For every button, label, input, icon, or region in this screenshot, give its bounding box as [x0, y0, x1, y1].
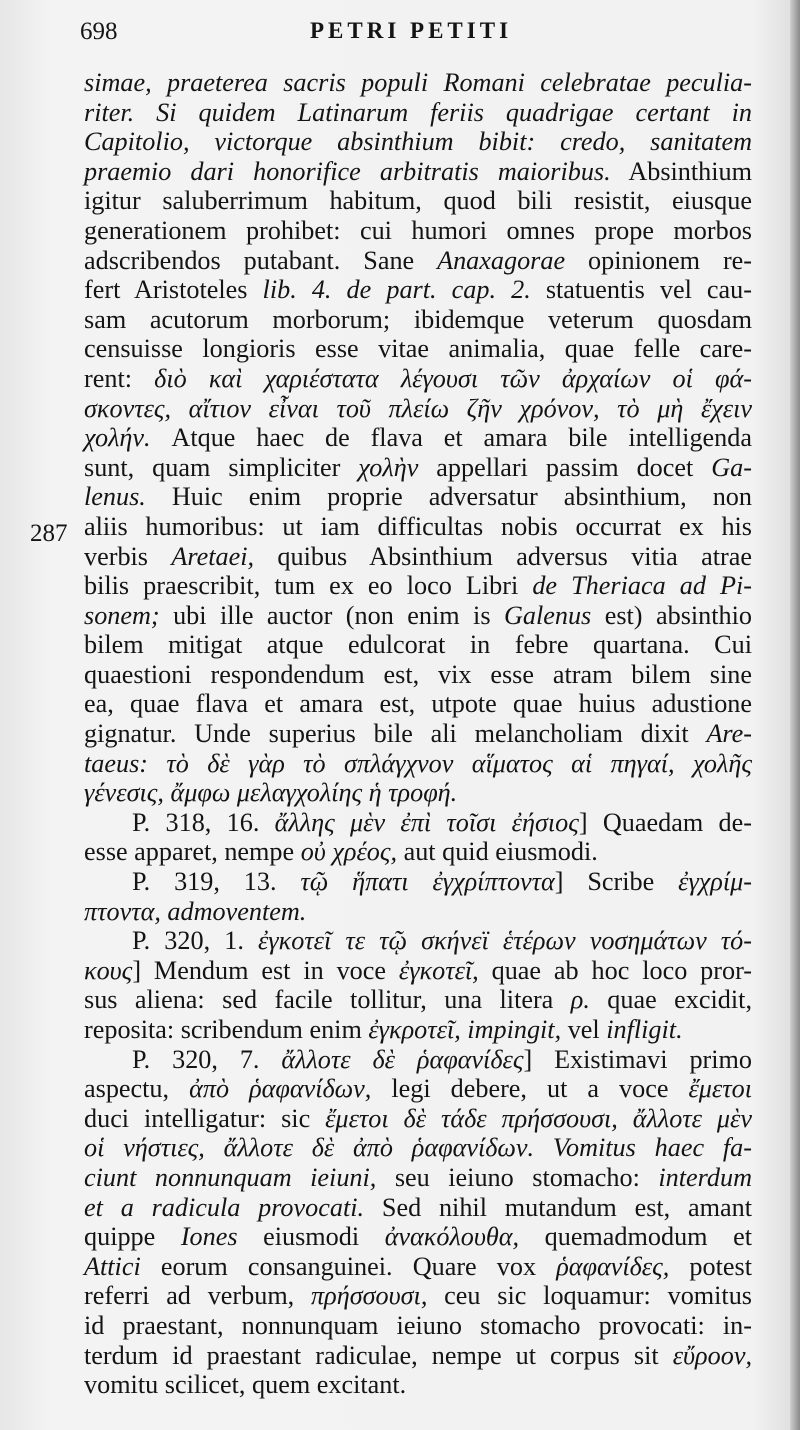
text-segment: ῥαφανίδες,	[556, 1251, 670, 1281]
text-line	[84, 1341, 752, 1371]
text-line	[84, 956, 752, 986]
margin-page-reference: 287	[30, 520, 68, 547]
text-segment: id praestant, nonnunquam ieiuno stomacho provocati: in-	[84, 1310, 752, 1340]
text-segment: infligit.	[606, 1015, 683, 1044]
text-segment: Sed nihil mutandum est, amant	[364, 1192, 752, 1222]
text-segment: sam acutorum morborum; ibidemque veterum quosdam	[84, 304, 752, 334]
text-segment: interdum	[658, 1162, 752, 1192]
text-segment: praemio dari honorifice arbitratis maioribus.	[84, 156, 611, 186]
text-segment: γένεσις, ἄμφω μελαγχολίης ἡ τροφή.	[84, 778, 458, 808]
text-segment: P. 319, 13.	[132, 867, 301, 897]
running-head: PETRI PETITI	[310, 18, 513, 43]
text-line	[84, 542, 752, 572]
text-line	[84, 275, 752, 305]
text-segment: reposita: scribendum enim	[84, 1015, 369, 1044]
text-segment: ea, quae flava et amara est, utpote quae huius adustione	[84, 689, 752, 719]
text-segment: quippe	[84, 1222, 181, 1252]
text-line	[84, 749, 752, 779]
text-segment: ἔμετοι δὲ τάδε πρήσσουσι, ἄλλοτε μὲν	[325, 1103, 752, 1133]
text-segment: ubi ille auctor (non enim is	[159, 600, 504, 630]
text-segment: ἐγκοτεῖ τε τῷ σκήνεϊ ἑτέρων νοσημάτων τό-	[257, 926, 752, 956]
text-segment: ἀπὸ ῥαφανίδων,	[189, 1074, 372, 1104]
text-segment: εὔροον,	[672, 1340, 752, 1370]
text-line	[84, 985, 752, 1015]
text-segment: igitur saluberrimum habitum, quod bili resistit, eiusque	[84, 186, 752, 216]
page-header	[80, 14, 770, 50]
text-segment: esse apparet, nempe	[84, 837, 301, 867]
text-line	[84, 808, 752, 838]
text-segment: quibus Absinthium adversus vitia atrae	[254, 541, 752, 571]
text-segment: quemadmodum et	[519, 1222, 752, 1252]
text-segment: Iones	[180, 1222, 238, 1252]
text-line	[84, 394, 752, 424]
text-segment: ] Mendum est in voce	[132, 955, 399, 985]
text-segment: οὐ χρέος,	[300, 837, 398, 867]
text-segment: eiusmodi	[237, 1222, 385, 1252]
text-line	[84, 157, 752, 187]
text-segment: ἐγκοτεῖ,	[398, 955, 479, 985]
text-line	[84, 1311, 752, 1341]
text-segment: Attici	[84, 1251, 141, 1281]
text-segment: quae excidit,	[589, 985, 752, 1015]
text-segment: vel	[561, 1015, 607, 1044]
text-line	[84, 512, 752, 542]
text-segment: simae, praeterea sacris populi Romani celebratae peculia-	[84, 68, 752, 97]
text-line	[84, 1281, 752, 1311]
text-segment: πτοντα, admoventem.	[84, 896, 307, 926]
text-segment: quae ab hoc loco pror-	[478, 955, 752, 985]
text-segment: P. 320, 7.	[132, 1044, 282, 1074]
text-segment: taeus: τὸ δὲ γὰρ τὸ σπλάγχνον αἵματος αἱ πηγαί, χολῆς	[84, 748, 752, 778]
text-segment: eorum consanguinei. Quare vox	[140, 1251, 557, 1281]
text-segment: duci intelligatur: sic	[84, 1103, 326, 1133]
text-segment: ciunt nonnunquam ieiuni,	[84, 1162, 377, 1192]
text-line	[84, 68, 752, 98]
text-line	[84, 1252, 752, 1282]
text-segment: ἄλλης μὲν ἐπὶ τοῖσι ἐήσιος	[274, 807, 579, 837]
text-segment: Anaxagorae	[437, 245, 566, 275]
text-segment: Atque haec de flava et amara bile intelligenda	[150, 423, 752, 453]
text-line	[84, 98, 752, 128]
text-line	[84, 926, 752, 956]
text-segment: σκοντες, αἴτιον εἶναι τοῦ πλείω ζῆν χρόνον, τὸ μὴ ἔχειν	[84, 393, 752, 423]
text-segment: generationem prohibet: cui humori omnes prope morbos	[84, 215, 752, 245]
text-line	[84, 1370, 752, 1400]
text-line	[84, 897, 752, 927]
text-segment: de Theriaca ad Pi-	[532, 571, 752, 601]
text-segment: adscribendos putabant. Sane	[84, 245, 438, 275]
body-text	[84, 68, 752, 1400]
text-segment: lenus.	[84, 482, 146, 512]
text-segment: Galenus	[503, 600, 592, 630]
text-segment: sunt, quam simpliciter	[84, 452, 359, 482]
text-segment: censuisse longioris esse vitae animalia, quae felle care-	[84, 334, 752, 364]
text-segment: ἔμετοι	[688, 1074, 752, 1104]
text-segment: aspectu,	[84, 1074, 190, 1104]
text-segment: seu ieiuno stomacho:	[376, 1162, 659, 1192]
text-line	[84, 837, 752, 867]
text-segment: P. 318, 16.	[132, 807, 275, 837]
text-segment: potest	[669, 1251, 752, 1281]
text-line	[84, 660, 752, 690]
text-segment: ἄλλοτε δὲ ῥαφανίδες	[281, 1044, 524, 1074]
text-segment: aut quid eiusmodi.	[397, 837, 598, 867]
text-line	[84, 571, 752, 601]
text-line	[84, 1104, 752, 1134]
text-segment: riter. Si quidem Latinarum feriis quadrigae certant in	[84, 97, 752, 127]
text-line	[84, 1045, 752, 1075]
text-segment: aliis humoribus: ut iam difficultas nobis occurrat ex his	[84, 511, 752, 541]
text-segment: est) absinthio	[591, 600, 752, 630]
text-segment: quaestioni respondendum est, vix esse atram bilem sine	[84, 659, 752, 689]
text-segment: gignatur. Unde superius bile ali melancholiam dixit	[84, 719, 707, 749]
text-line	[84, 246, 752, 276]
text-line	[84, 778, 752, 808]
text-segment: Ga-	[711, 452, 752, 482]
text-segment: ἀνακόλουθα,	[384, 1222, 520, 1252]
page-number: 698	[80, 18, 118, 45]
text-line	[84, 127, 752, 157]
text-line	[84, 601, 752, 631]
text-segment: referri ad verbum,	[84, 1281, 312, 1311]
text-segment: rent:	[84, 363, 155, 393]
text-segment: ἐγκροτεῖ, impingit,	[368, 1015, 562, 1044]
text-segment: sus aliena: sed facile tollitur, una litera	[84, 985, 571, 1015]
text-segment: χολὴν	[358, 452, 419, 482]
text-segment: Aretaei,	[171, 541, 255, 571]
text-segment: legi debere, ut a voce	[371, 1074, 689, 1104]
text-line	[84, 453, 752, 483]
text-segment: χολήν.	[84, 423, 151, 453]
text-line	[84, 1015, 752, 1045]
text-segment: et a radicula provocati.	[84, 1192, 365, 1222]
text-segment: appellari passim docet	[418, 452, 712, 482]
text-segment: statuentis vel cau-	[530, 275, 752, 305]
text-line	[84, 1163, 752, 1193]
text-line	[84, 423, 752, 453]
text-segment: ] Scribe	[554, 867, 679, 897]
text-line	[84, 216, 752, 246]
text-line	[84, 334, 752, 364]
text-line	[84, 186, 752, 216]
text-line	[84, 1074, 752, 1104]
text-segment: τῷ ἥπατι ἐγχρίπτοντα	[300, 867, 555, 897]
text-segment: πρήσσουσι,	[311, 1281, 428, 1311]
text-line	[84, 482, 752, 512]
text-line	[84, 1222, 752, 1252]
text-line	[84, 1133, 752, 1163]
text-line	[84, 1193, 752, 1223]
text-segment: ] Existimavi primo	[523, 1044, 752, 1074]
text-segment: opinionem re-	[565, 245, 753, 275]
text-segment: verbis	[84, 541, 172, 571]
text-segment: vomitu scilicet, quem excitant.	[84, 1370, 407, 1400]
text-segment: οἱ νήστιες, ἄλλοτε δὲ ἀπὸ ῥαφανίδων. Vomitus haec fa-	[84, 1133, 752, 1163]
text-segment: κους	[84, 955, 133, 985]
text-segment: P. 320, 1.	[132, 926, 258, 956]
text-segment: διὸ καὶ χαριέστατα λέγουσι τῶν ἀρχαίων οἱ φά-	[154, 363, 752, 393]
text-segment: sonem;	[84, 600, 160, 630]
text-segment: ceu sic loquamur: vomitus	[427, 1281, 752, 1311]
text-segment: Huic enim proprie adversatur absinthium, non	[145, 482, 752, 512]
text-segment: ρ.	[570, 985, 590, 1015]
text-segment: fert Aristoteles	[84, 275, 263, 305]
text-line	[84, 689, 752, 719]
text-line	[84, 719, 752, 749]
text-line	[84, 364, 752, 394]
text-line	[84, 867, 752, 897]
text-line	[84, 305, 752, 335]
text-segment: bilem mitigat atque edulcorat in febre quartana. Cui	[84, 630, 752, 660]
text-segment: Capitolio, victorque absinthium bibit: credo, sanitatem	[84, 127, 752, 157]
text-line	[84, 630, 752, 660]
page-edge-shadow	[790, 0, 800, 1430]
text-segment: bilis praescribit, tum ex eo loco Libri	[84, 571, 533, 601]
text-segment: ἐγχρίμ-	[678, 867, 752, 897]
text-segment: Absinthium	[610, 156, 752, 186]
text-segment: Are-	[706, 719, 752, 749]
text-segment: terdum id praestant radiculae, nempe ut corpus sit	[84, 1340, 673, 1370]
text-segment: ] Quaedam de-	[578, 807, 752, 837]
text-segment: lib. 4. de part. cap. 2.	[262, 275, 531, 305]
